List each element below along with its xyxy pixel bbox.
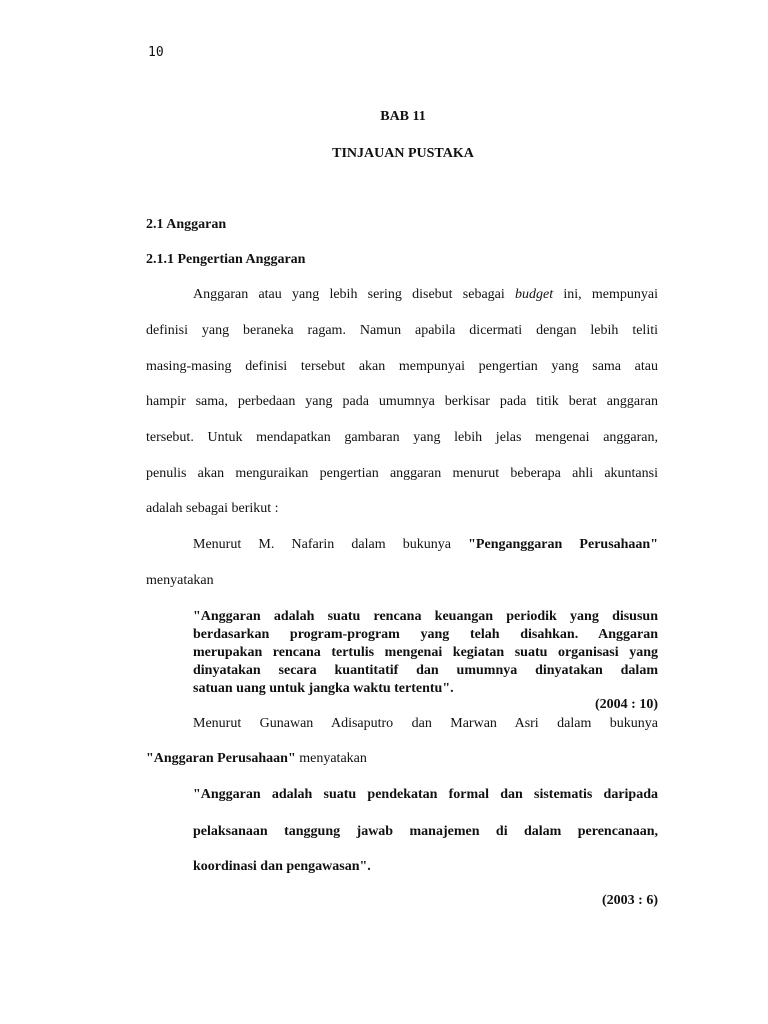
chapter-label: BAB 11 — [380, 109, 426, 124]
reference-intro: Menurut M. Nafarin dalam bukunya "Penganggaran Perusahaan" — [193, 537, 658, 552]
quote-line: dinyatakan secara kuantitatif dan umumnya dinyatakan dalam — [193, 663, 658, 678]
citation: (2004 : 10) — [595, 697, 658, 712]
intro-line: hampir sama, perbedaan yang pada umumnya berkisar pada titik berat anggaran — [146, 394, 658, 409]
quote-line: satuan uang untuk jangka waktu tertentu". — [193, 681, 454, 696]
italic-term: budget — [515, 287, 554, 302]
quote-line: pelaksanaan tanggung jawab manajemen di dalam perencanaan, — [193, 824, 658, 839]
intro-line: masing-masing definisi tersebut akan mempunyai pengertian yang sama atau — [146, 359, 658, 374]
intro-line: penulis akan menguraikan pengertian anggaran menurut beberapa ahli akuntansi — [146, 466, 658, 481]
book-title: "Anggaran Perusahaan" — [146, 751, 296, 766]
reference-intro: Menurut Gunawan Adisaputro dan Marwan Asri dalam bukunya — [193, 716, 658, 731]
intro-line: Anggaran atau yang lebih sering disebut sebagai budget ini, mempunyai — [193, 287, 658, 302]
section-heading: 2.1 Anggaran — [146, 217, 227, 232]
quote-line: "Anggaran adalah suatu pendekatan formal dan sistematis daripada — [193, 787, 658, 802]
quote-line: berdasarkan program-program yang telah disahkan. Anggaran — [193, 627, 658, 642]
quote-line: koordinasi dan pengawasan". — [193, 859, 371, 874]
subsection-heading: 2.1.1 Pengertian Anggaran — [146, 252, 306, 267]
chapter-title: TINJAUAN PUSTAKA — [332, 146, 474, 161]
reference-verb: menyatakan — [146, 573, 214, 588]
page-number: 10 — [148, 45, 164, 60]
intro-line: definisi yang beraneka ragam. Namun apabila dicermati dengan lebih teliti — [146, 323, 658, 338]
intro-line: tersebut. Untuk mendapatkan gambaran yang lebih jelas mengenai anggaran, — [146, 430, 658, 445]
intro-line: adalah sebagai berikut : — [146, 501, 279, 516]
book-title: "Penganggaran Perusahaan" — [468, 537, 658, 552]
reference-verb: "Anggaran Perusahaan" menyatakan — [146, 751, 367, 766]
quote-line: merupakan rencana tertulis mengenai kegiatan suatu organisasi yang — [193, 645, 658, 660]
citation: (2003 : 6) — [602, 893, 658, 908]
quote-line: "Anggaran adalah suatu rencana keuangan periodik yang disusun — [193, 609, 658, 624]
